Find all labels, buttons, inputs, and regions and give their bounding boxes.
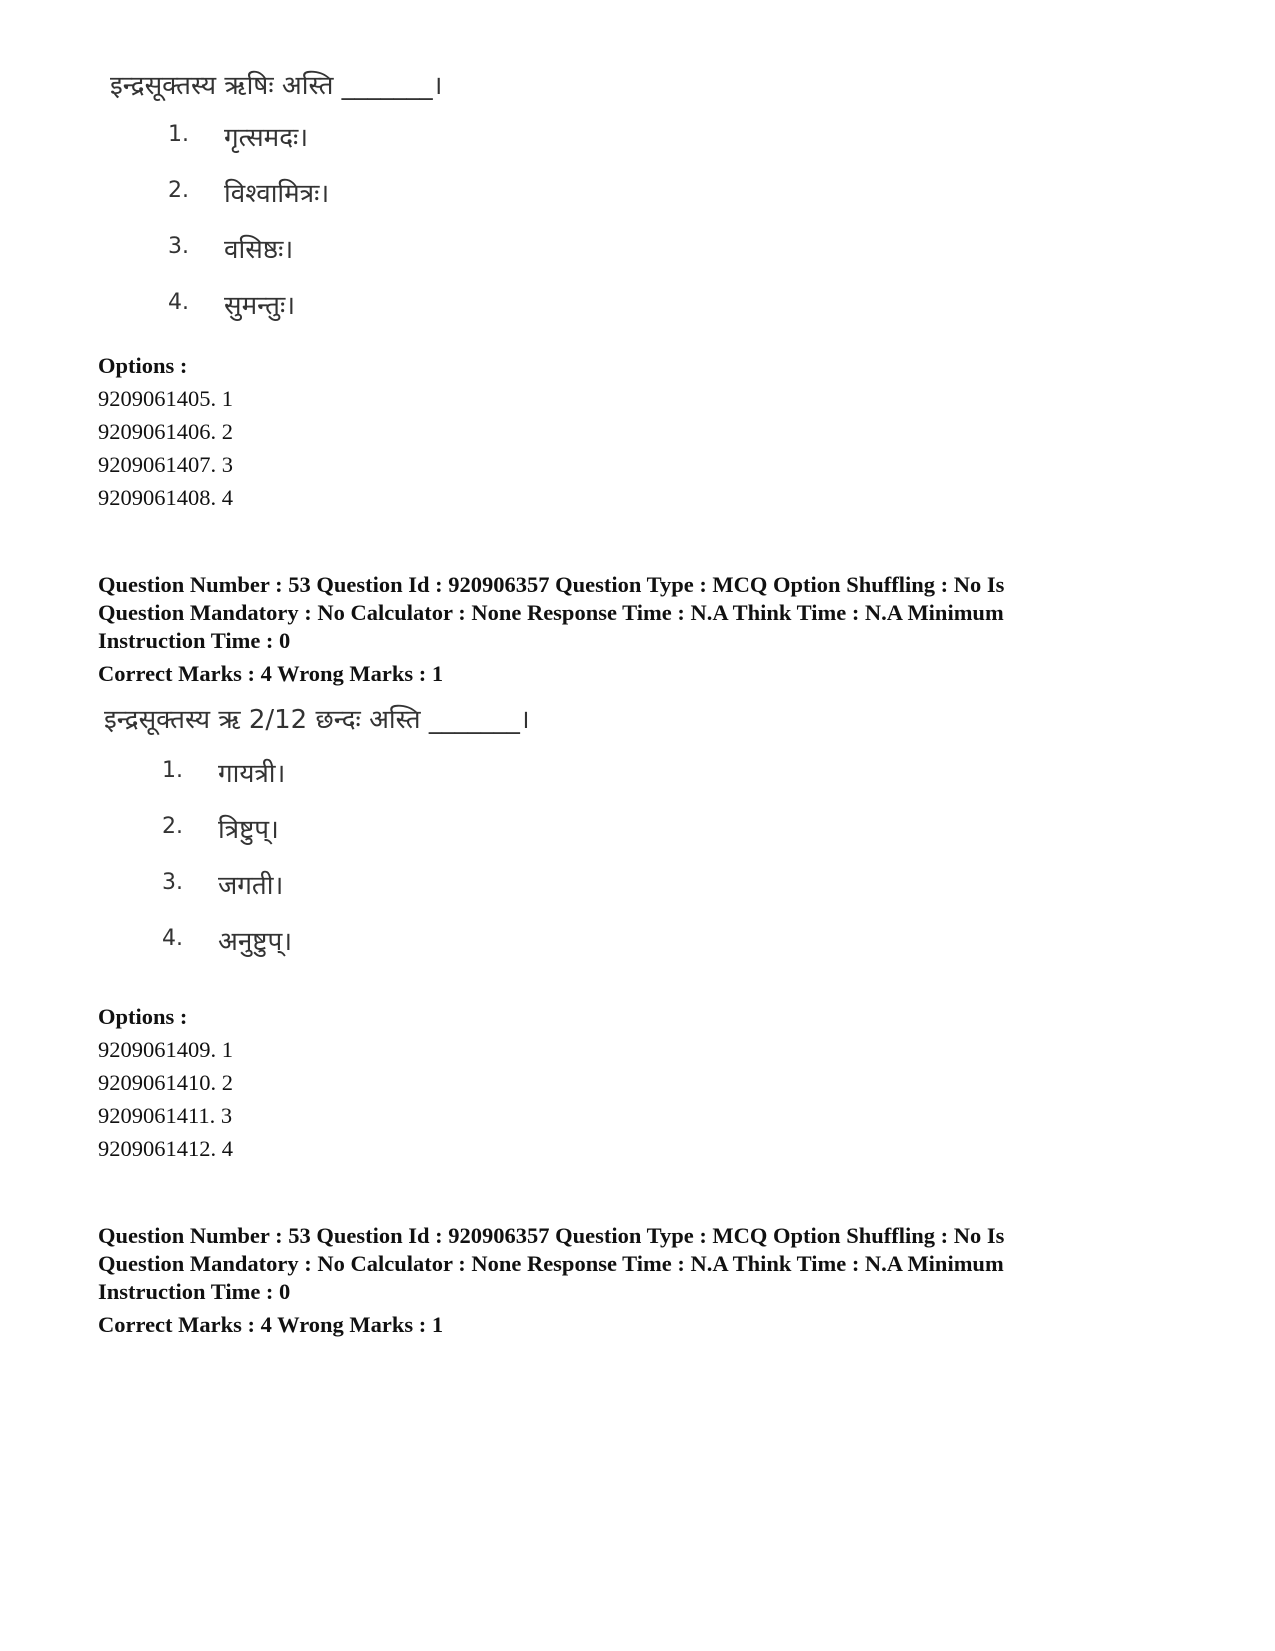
- choice-text: जगती।: [218, 871, 284, 901]
- choice-text: सुमन्तुः।: [224, 291, 296, 321]
- meta-line: Question Number : 53 Question Id : 920906357 Question Type : MCQ Option Shuffling : No Is: [98, 1223, 1005, 1248]
- options-heading: Options :: [98, 1004, 188, 1029]
- choice-text: वसिष्ठः।: [224, 235, 294, 265]
- choice-text: त्रिष्टुप्।: [218, 815, 279, 845]
- choice-text: गायत्री।: [218, 759, 286, 789]
- marks-line: Correct Marks : 4 Wrong Marks : 1: [98, 661, 444, 686]
- choice-number: 2.: [168, 178, 189, 203]
- choice-number: 1.: [168, 122, 189, 147]
- option-id: 9209061411. 3: [98, 1103, 233, 1128]
- choice-number: 4.: [168, 290, 189, 315]
- meta-line: Instruction Time : 0: [98, 1279, 291, 1304]
- meta-line: Question Mandatory : No Calculator : None Response Time : N.A Think Time : N.A Minimum: [98, 1251, 1004, 1276]
- question-1-image: [110, 62, 470, 342]
- choice-number: 2.: [162, 814, 183, 839]
- meta-line: Instruction Time : 0: [98, 628, 291, 653]
- option-id: 9209061409. 1: [98, 1037, 233, 1062]
- options-list-2: [98, 1000, 1178, 1165]
- option-id: 9209061408. 4: [98, 485, 233, 510]
- options-list-1: [98, 349, 1178, 514]
- choice-number: 3.: [168, 234, 189, 259]
- marks-line: Correct Marks : 4 Wrong Marks : 1: [98, 1312, 444, 1337]
- choice-number: 3.: [162, 870, 183, 895]
- question-2-image: [104, 700, 544, 980]
- choice-number: 1.: [162, 758, 183, 783]
- option-id: 9209061406. 2: [98, 419, 233, 444]
- choice-text: गृत्समदः।: [224, 123, 309, 153]
- question-2-stem: इन्द्रसूक्तस्य ऋ 2/12 छन्दः अस्ति _______।: [104, 705, 530, 735]
- option-id: 9209061407. 3: [98, 452, 233, 477]
- options-heading: Options :: [98, 353, 188, 378]
- option-id: 9209061412. 4: [98, 1136, 233, 1161]
- choice-number: 4.: [162, 926, 183, 951]
- question-meta-1: [98, 571, 1108, 688]
- choice-text: विश्वामित्रः।: [224, 179, 330, 209]
- option-id: 9209061410. 2: [98, 1070, 233, 1095]
- meta-line: Question Mandatory : No Calculator : None Response Time : N.A Think Time : N.A Minimum: [98, 600, 1004, 625]
- choice-text: अनुष्टुप्।: [218, 927, 293, 957]
- question-1-stem: इन्द्रसूक्तस्य ऋषिः अस्ति _______।: [110, 71, 443, 101]
- question-meta-2: [98, 1222, 1108, 1339]
- meta-line: Question Number : 53 Question Id : 920906357 Question Type : MCQ Option Shuffling : No Is: [98, 572, 1005, 597]
- option-id: 9209061405. 1: [98, 386, 233, 411]
